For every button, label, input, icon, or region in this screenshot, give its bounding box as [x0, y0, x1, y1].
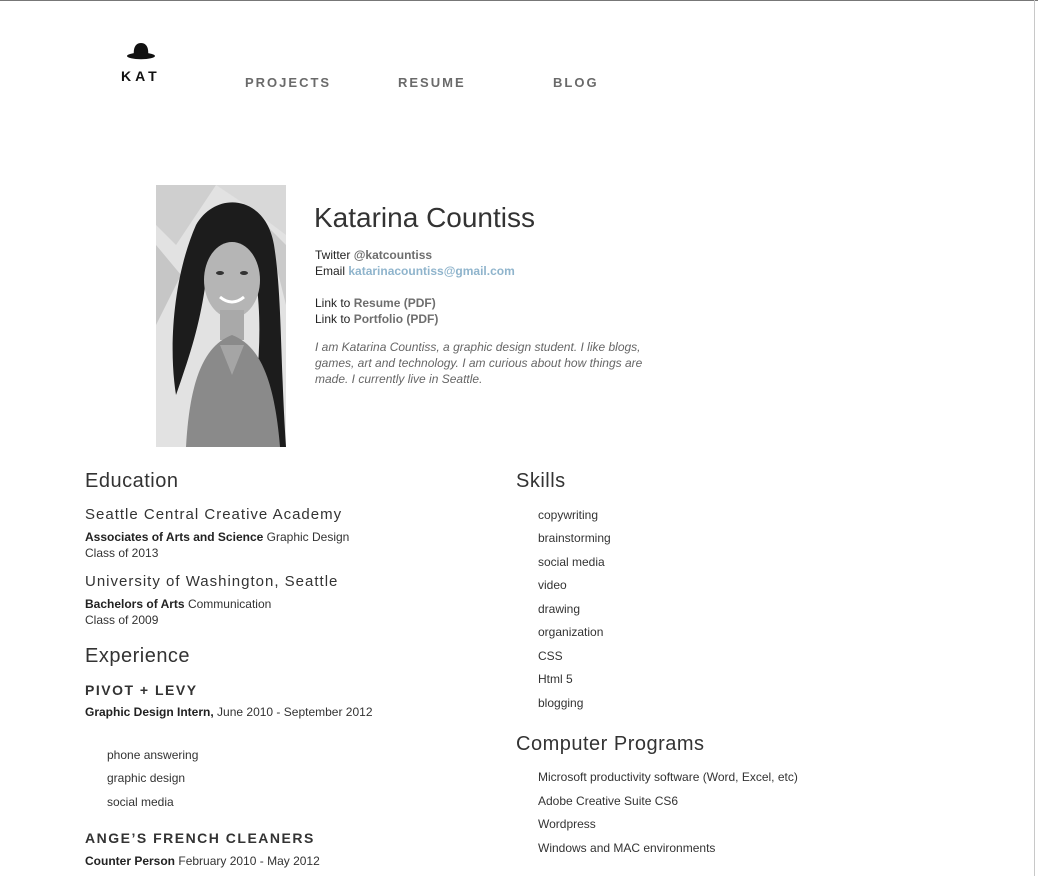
program-item: Adobe Creative Suite CS6 [538, 794, 679, 808]
profile-photo [156, 185, 286, 447]
twitter-link[interactable]: @katcountiss [353, 248, 433, 262]
job-role: Graphic Design Intern, [85, 705, 214, 719]
profile-name: Katarina Countiss [314, 202, 536, 233]
email-link[interactable]: katarinacountiss@gmail.com [348, 264, 515, 278]
job-line [85, 705, 373, 719]
email-line [315, 264, 515, 278]
duty-item: graphic design [107, 771, 186, 785]
twitter-label: Twitter [315, 248, 351, 262]
skill-item: drawing [538, 602, 581, 616]
top-divider [0, 0, 1038, 1]
company-name: PIVOT + LEVY [85, 682, 198, 698]
experience-heading: Experience [85, 645, 191, 667]
class-year: Class of 2009 [85, 613, 159, 627]
skill-item: Html 5 [538, 672, 573, 686]
program-item: Wordpress [538, 817, 596, 831]
skill-item: brainstorming [538, 531, 611, 545]
degree-line [85, 597, 271, 611]
logo-text: KAT [121, 68, 161, 84]
school-name: University of Washington, Seattle [85, 573, 339, 590]
right-divider [1034, 0, 1035, 876]
resume-pdf-link[interactable]: Resume (PDF) [353, 296, 436, 310]
degree: Associates of Arts and Science [85, 530, 264, 544]
field: Communication [187, 597, 272, 611]
program-item: Windows and MAC environments [538, 841, 716, 855]
skill-item: blogging [538, 696, 584, 710]
skill-item: copywriting [538, 508, 599, 522]
twitter-line [315, 248, 432, 262]
education-heading: Education [85, 470, 179, 492]
school-name: Seattle Central Creative Academy [85, 506, 343, 523]
duty-item: phone answering [107, 748, 199, 762]
skill-item: social media [538, 555, 605, 569]
skill-item: video [538, 578, 567, 592]
bowler-hat-icon [126, 40, 156, 62]
class-year: Class of 2013 [85, 546, 159, 560]
nav-blog[interactable]: BLOG [553, 75, 599, 90]
home-logo[interactable] [118, 38, 166, 88]
job-dates: June 2010 - September 2012 [217, 705, 373, 719]
skill-item: CSS [538, 649, 563, 663]
programs-heading: Computer Programs [516, 733, 705, 755]
job-role: Counter Person [85, 854, 176, 868]
degree-line [85, 530, 349, 544]
email-label: Email [315, 264, 346, 278]
job-dates: February 2010 - May 2012 [178, 854, 320, 868]
field: Graphic Design [266, 530, 350, 544]
skills-heading: Skills [516, 470, 566, 492]
bio-text: I am Katarina Countiss, a graphic design student. I like blogs, games, art and technology. I am curious about how things are made. I currently live in Seattle. [315, 340, 643, 386]
nav-projects[interactable]: PROJECTS [245, 75, 332, 90]
skill-item: organization [538, 625, 604, 639]
degree: Bachelors of Arts [85, 597, 185, 611]
company-name: ANGE’S FRENCH CLEANERS [85, 830, 315, 846]
nav-resume[interactable]: RESUME [398, 75, 466, 90]
program-item: Microsoft productivity software (Word, Excel, etc) [538, 770, 798, 784]
portfolio-pdf-link[interactable]: Portfolio (PDF) [353, 312, 439, 326]
portfolio-line [315, 312, 438, 326]
resume-line [315, 296, 436, 310]
duty-item: social media [107, 795, 174, 809]
job-line [85, 854, 320, 868]
portfolio-prefix: Link to [315, 312, 351, 326]
resume-prefix: Link to [315, 296, 351, 310]
